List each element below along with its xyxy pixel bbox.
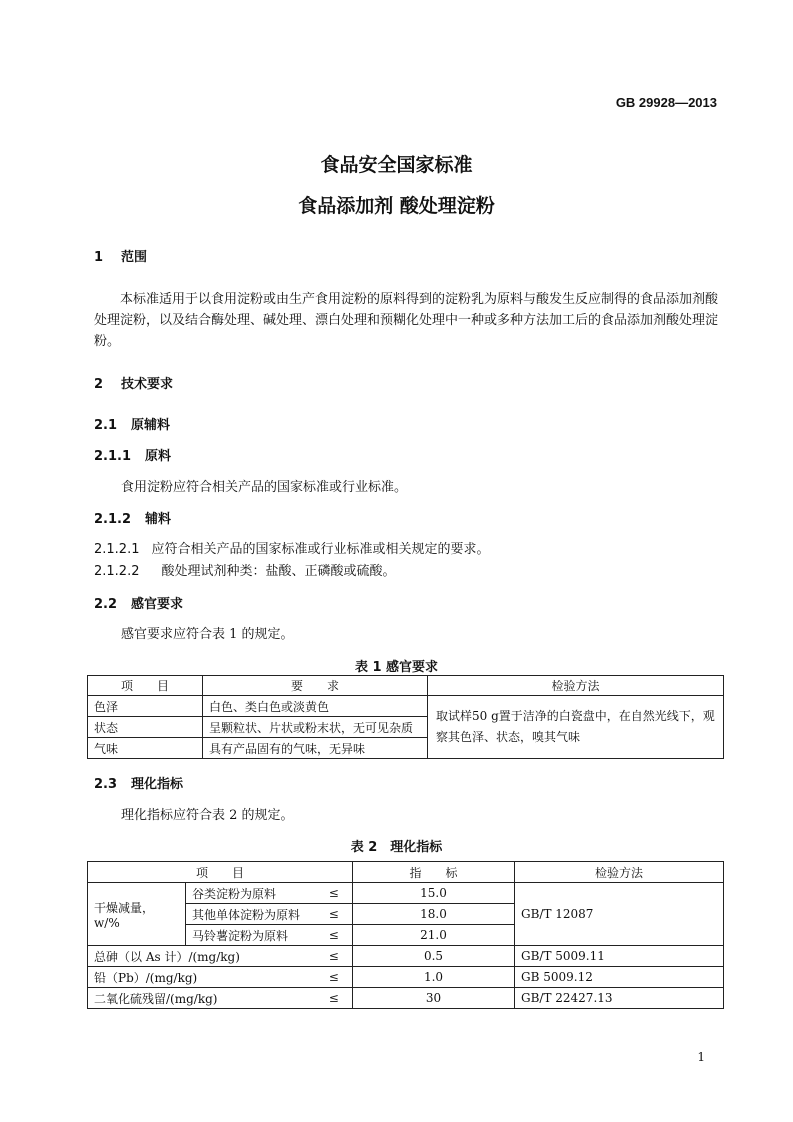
table-cell-group-label: 干燥减量，w/% <box>88 883 186 946</box>
less-equal-symbol: ≤ <box>316 967 353 988</box>
physchem-text: 理化指标应符合表 2 的规定。 <box>121 808 294 823</box>
standard-code: GB 29928—2013 <box>615 95 717 110</box>
section-title: 范围 <box>121 250 148 265</box>
table-cell-sub-item: 其他单体淀粉为原料 <box>186 904 316 925</box>
section-1-heading <box>94 246 147 265</box>
table-cell-value: 1.0 <box>353 967 515 988</box>
table-cell-method: GB/T 5009.11 <box>515 946 724 967</box>
section-2-2-heading <box>94 593 183 612</box>
section-title: 技术要求 <box>121 377 174 392</box>
section-title: 辅料 <box>145 512 172 527</box>
table-cell-requirement: 白色、类白色或淡黄色 <box>203 696 428 717</box>
section-number: 2.1.2.1 <box>94 542 140 557</box>
scope-paragraph: 本标准适用于以食用淀粉或由生产食用淀粉的原料得到的淀粉乳为原料与酸发生反应制得的食品添加剂酸处理淀粉，以及结合酶处理、碱处理、漂白处理和预糊化处理中一种或多种方法加工后的食品添加剂酸处理淀粉。 <box>94 292 719 349</box>
table-cell-requirement: 具有产品固有的气味，无异味 <box>203 738 428 759</box>
section-number: 1 <box>94 250 104 265</box>
table-header: 检验方法 <box>428 676 724 696</box>
section-number: 2.1.2 <box>94 512 132 527</box>
section-2-3-heading <box>94 773 183 792</box>
table-cell-value: 18.0 <box>353 904 515 925</box>
sensory-text: 感官要求应符合表 1 的规定。 <box>121 627 294 642</box>
section-title: 原辅料 <box>131 418 171 433</box>
less-equal-symbol: ≤ <box>316 946 353 967</box>
table-header: 检验方法 <box>515 862 724 883</box>
section-text: 应符合相关产品的国家标准或行业标准或相关规定的要求。 <box>151 542 490 557</box>
table-cell-value: 30 <box>353 988 515 1009</box>
table-cell-method: 取试样50 g置于洁净的白瓷盘中，在自然光线下，观察其色泽、状态，嗅其气味 <box>428 696 724 759</box>
section-title: 感官要求 <box>131 597 184 612</box>
table-cell-item: 二氧化硫残留/(mg/kg) <box>88 988 316 1009</box>
table-cell-value: 0.5 <box>353 946 515 967</box>
section-number: 2.2 <box>94 597 118 612</box>
section-2-heading <box>94 373 173 392</box>
section-2-1-1-heading <box>94 445 171 464</box>
raw-material-text: 食用淀粉应符合相关产品的国家标准或行业标准。 <box>121 480 408 495</box>
table-cell-value: 15.0 <box>353 883 515 904</box>
table-cell-method: GB 5009.12 <box>515 967 724 988</box>
table-header: 项 目 <box>88 862 353 883</box>
table-cell-item: 状态 <box>88 717 203 738</box>
page-number: 1 <box>697 1050 705 1064</box>
title-line-2: 食品添加剂 酸处理淀粉 <box>298 195 495 217</box>
less-equal-symbol: ≤ <box>316 988 353 1009</box>
section-number: 2.1 <box>94 418 118 433</box>
section-number: 2.3 <box>94 777 118 792</box>
table-cell-item: 色泽 <box>88 696 203 717</box>
table-header: 项 目 <box>88 676 203 696</box>
table-header: 要 求 <box>203 676 428 696</box>
title-line-1: 食品安全国家标准 <box>320 154 473 176</box>
table-cell-method: GB/T 22427.13 <box>515 988 724 1009</box>
table-cell-method: GB/T 12087 <box>515 883 724 946</box>
section-title: 理化指标 <box>131 777 184 792</box>
less-equal-symbol: ≤ <box>316 883 353 904</box>
physchem-table <box>87 861 724 1009</box>
less-equal-symbol: ≤ <box>316 925 353 946</box>
table-cell-value: 21.0 <box>353 925 515 946</box>
section-title: 原料 <box>145 449 172 464</box>
table-cell-sub-item: 谷类淀粉为原料 <box>186 883 316 904</box>
section-2-1-2-heading <box>94 508 171 527</box>
section-number: 2.1.1 <box>94 449 132 464</box>
section-2-1-2-2 <box>94 561 396 582</box>
table-header: 指 标 <box>353 862 515 883</box>
table-cell-sub-item: 马铃薯淀粉为原料 <box>186 925 316 946</box>
table-cell-item: 总砷（以 As 计）/(mg/kg) <box>88 946 316 967</box>
section-text: 酸处理试剂种类：盐酸、正磷酸或硫酸。 <box>161 564 396 579</box>
table-1-caption: 表 1 感官要求 <box>354 660 439 675</box>
section-2-1-2-1 <box>94 539 490 560</box>
sensory-table <box>87 675 724 759</box>
table-cell-item: 气味 <box>88 738 203 759</box>
section-2-1-heading <box>94 414 170 433</box>
section-number: 2 <box>94 377 104 392</box>
less-equal-symbol: ≤ <box>316 904 353 925</box>
table-2-caption: 表 2 理化指标 <box>350 840 443 855</box>
table-cell-requirement: 呈颗粒状、片状或粉末状，无可见杂质 <box>203 717 428 738</box>
section-number: 2.1.2.2 <box>94 564 140 579</box>
table-cell-item: 铅（Pb）/(mg/kg) <box>88 967 316 988</box>
